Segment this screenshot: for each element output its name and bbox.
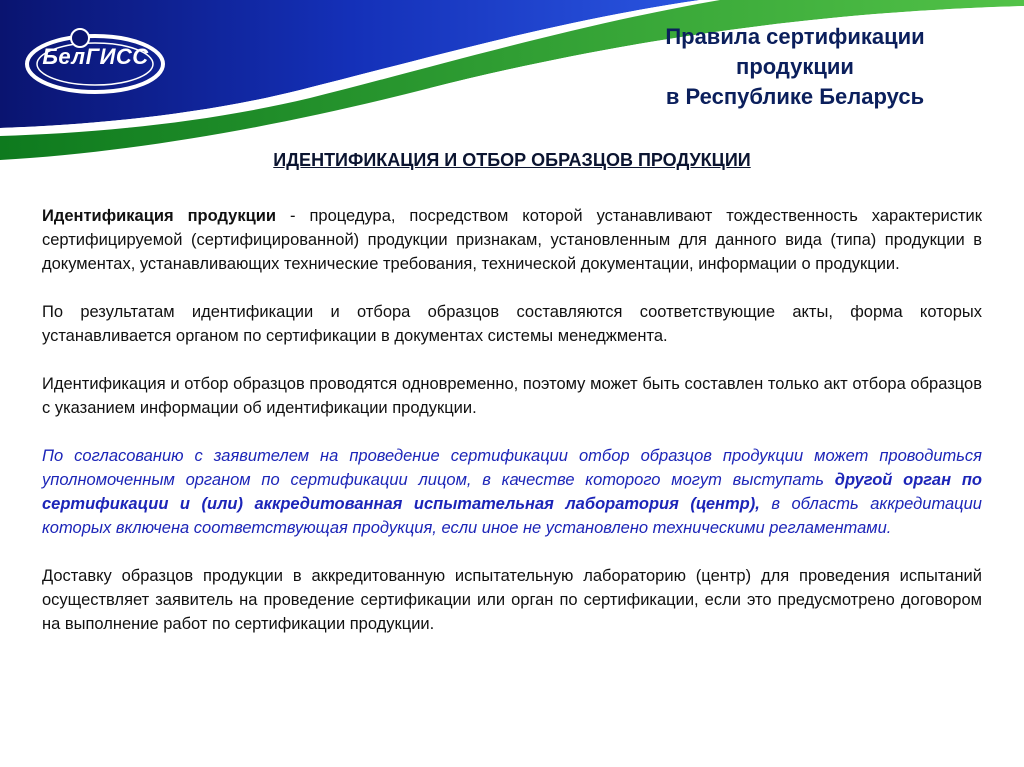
paragraph-identification-definition (42, 204, 982, 276)
authorized-sampling-start: По согласованию с заявителем на проведение сертификации отбор образцов продукции может проводиться уполномоченным органом по сертификации лицом, в качестве которого могут выступать (42, 447, 982, 489)
term-identification: Идентификация продукции (42, 207, 277, 225)
logo-text: БелГИСС (42, 44, 149, 69)
section-heading: ИДЕНТИФИКАЦИЯ И ОТБОР ОБРАЗЦОВ ПРОДУКЦИИ (273, 150, 751, 170)
paragraph-simultaneous: Идентификация и отбор образцов проводятся одновременно, поэтому может быть составлен только акт отбора образцов с указанием информации об идентификации продукции. (42, 375, 982, 417)
slide-title (600, 22, 990, 112)
title-line-1: Правила сертификации (665, 24, 925, 49)
slide-content (42, 204, 982, 660)
authorized-sampling-end: в область аккредитации которых включена соответствующая продукция, если иное не установлено техническими регламентами. (42, 495, 982, 537)
belgiss-logo (20, 28, 170, 98)
definition-text: - процедура, посредством которой устанавливают тождественность характеристик сертифицируемой (сертифицированной) продукции признакам, установленным для данного вида (типа) продукции в документах, устанавливающих технические требования, технической документации, информации о продукции. (42, 207, 982, 273)
paragraph-acts: По результатам идентификации и отбора образцов составляются соответствующие акты, форма которых устанавливается органом по сертификации в документах системы менеджмента. (42, 303, 982, 345)
authorized-bodies: другой орган по сертификации и (или) аккредитованная испытательная лаборатория (центр), (42, 471, 982, 513)
paragraph-authorized-sampling (42, 444, 982, 540)
title-line-2: продукции (736, 54, 854, 79)
title-line-3: в Республике Беларусь (665, 84, 925, 109)
paragraph-delivery: Доставку образцов продукции в аккредитованную испытательную лабораторию (центр) для проведения испытаний осуществляет заявитель на проведение сертификации или орган по сертификации, если это предусмотрено договором на выполнение работ по сертификации продукции. (42, 567, 982, 633)
